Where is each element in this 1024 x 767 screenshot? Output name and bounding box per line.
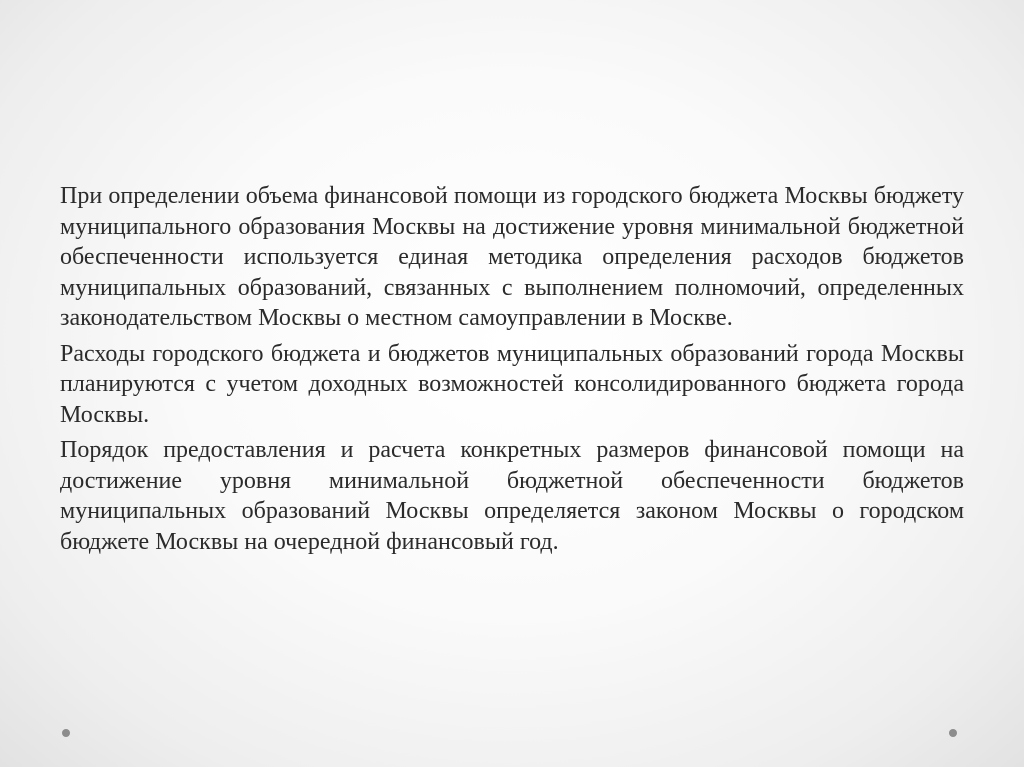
decorative-dot-left bbox=[62, 729, 70, 737]
decorative-dot-right bbox=[949, 729, 957, 737]
paragraph-3: Порядок предоставления и расчета конкретных размеров финансовой помощи на достижение уровня минимальной бюджетной обеспеченности бюджетов муниципальных образований Москвы определяется законом Москвы о городском бюджете Москвы на очередной финансовый год. bbox=[60, 437, 964, 555]
paragraph-2: Расходы городского бюджета и бюджетов муниципальных образований города Москвы планируются с учетом доходных возможностей консолидированного бюджета города Москвы. bbox=[60, 340, 964, 428]
paragraph-1: При определении объема финансовой помощи из городского бюджета Москвы бюджету муниципального образования Москвы на достижение уровня минимальной бюджетной обеспеченности используется единая методика определения расходов бюджетов муниципальных образований, связанных с выполнением полномочий, определенных законодательством Москвы о местном самоуправлении в Москве. bbox=[60, 183, 964, 331]
slide-body bbox=[60, 181, 964, 562]
